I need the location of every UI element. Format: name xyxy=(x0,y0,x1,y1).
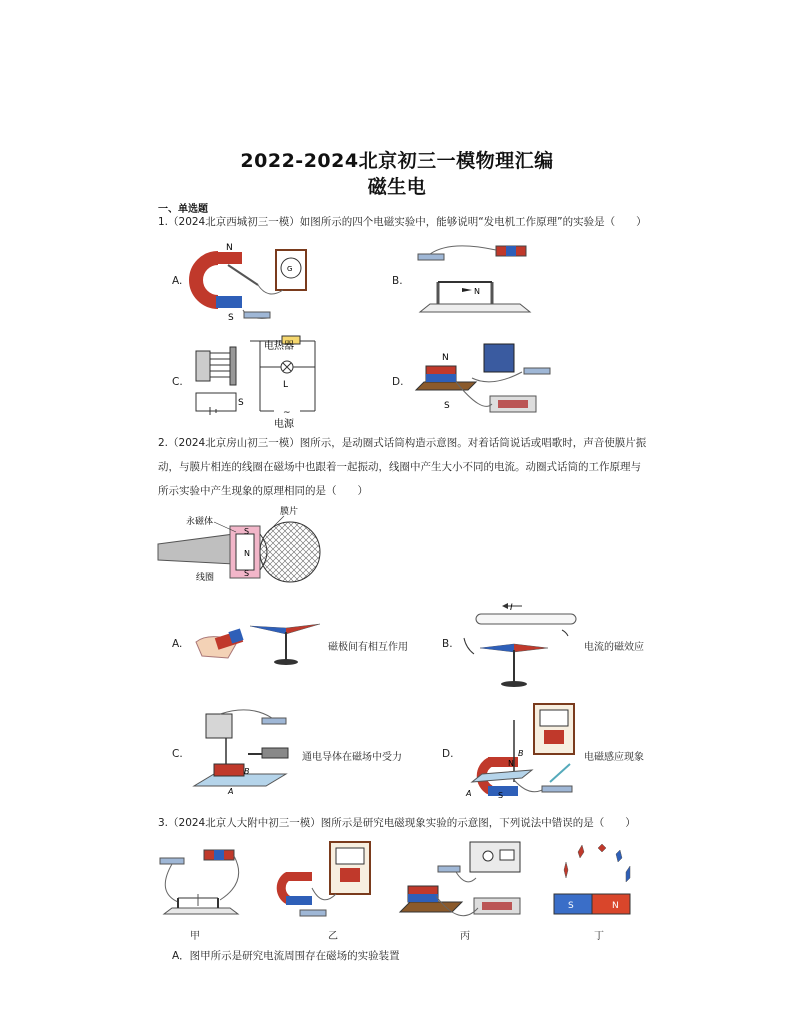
q1d-north-label: N xyxy=(442,353,449,363)
q3-figure-yi xyxy=(266,838,376,924)
mic-s2-label: S xyxy=(244,569,250,578)
section-heading: 一、单选题 xyxy=(158,204,208,215)
q3-magnet-n-label: N xyxy=(612,901,619,911)
q3-label-bing: 丙 xyxy=(460,931,470,942)
q2-option-c-label[interactable]: C. xyxy=(172,748,183,760)
q2c-a-label: A xyxy=(228,787,234,796)
q1c-heater-label: 电热器 xyxy=(264,341,294,352)
q1-option-d-label[interactable]: D. xyxy=(392,376,404,388)
q3-option-a[interactable]: A．图甲所示是研究电流周围存在磁场的实验装置 xyxy=(172,950,400,962)
q1d-south-label: S xyxy=(444,401,450,411)
q1-option-a-label[interactable]: A. xyxy=(172,275,183,287)
q1c-tilde: ~ xyxy=(283,408,291,418)
q1-figure-a xyxy=(188,240,318,325)
q1b-compass-north-label: N xyxy=(474,287,480,296)
question-2-line1: 2.（2024北京房山初三一模）图所示，是动圈式话筒构造示意图。对着话筒说话或唱歌时，声音使膜片振 xyxy=(158,437,647,449)
q1-figure-d xyxy=(412,338,562,420)
q2-option-a-label[interactable]: A. xyxy=(172,638,183,650)
q1a-north-label: N xyxy=(226,243,233,253)
q1-figure-b xyxy=(410,240,540,320)
mic-s-label: S xyxy=(244,527,250,536)
page-title: 2022-2024北京初三一模物理汇编 xyxy=(240,150,554,172)
q2-caption-a: 磁极间有相互作用 xyxy=(328,642,408,653)
q2-figure-c xyxy=(190,708,300,796)
q2-figure-b xyxy=(460,600,580,690)
q1c-lamp-label: L xyxy=(283,380,289,390)
q2b-current-label: I xyxy=(510,603,513,613)
mic-diaphragm-label: 膜片 xyxy=(280,507,299,517)
q1c-power-label: 电源 xyxy=(274,419,294,430)
q3-label-yi: 乙 xyxy=(328,931,338,942)
q2-caption-d: 电磁感应现象 xyxy=(584,752,644,763)
mic-coil-label: 线圈 xyxy=(196,573,215,583)
question-2-line3: 所示实验中产生现象的原理相同的是（ ） xyxy=(158,485,368,497)
q2-option-b-label[interactable]: B. xyxy=(442,638,453,650)
q2-figure-a xyxy=(190,612,330,672)
q1-option-c-label[interactable]: C. xyxy=(172,376,183,388)
q2-caption-b: 电流的磁效应 xyxy=(584,642,644,653)
q2c-b-label: B xyxy=(244,767,250,776)
question-3-text: 3.（2024北京人大附中初三一模）图所示是研究电磁现象实验的示意图，下列说法中错误的是（ ） xyxy=(158,817,636,829)
q3-figure-bing xyxy=(396,838,536,926)
q2-microphone-figure xyxy=(156,504,326,588)
q2d-a-label: A xyxy=(466,789,472,798)
q2d-n-label: N xyxy=(508,759,514,768)
mic-magnet-label: 永磁体 xyxy=(186,517,214,527)
question-2-line2: 动，与膜片相连的线圈在磁场中也跟着一起振动，线圈中产生大小不同的电流。动圈式话筒的工作原理与 xyxy=(158,461,641,473)
q3-magnet-s-label: S xyxy=(568,901,574,911)
page-subtitle: 磁生电 xyxy=(367,176,427,198)
q1a-galvanometer-label: G xyxy=(287,265,293,273)
q1-figure-c xyxy=(190,333,322,430)
question-1-text: 1.（2024北京西城初三一模）如图所示的四个电磁实验中，能够说明“发电机工作原理”的实验是（ ） xyxy=(158,216,647,228)
q1-option-b-label[interactable]: B. xyxy=(392,275,403,287)
q2d-s-label: S xyxy=(498,791,504,800)
q2-option-d-label[interactable]: D. xyxy=(442,748,454,760)
q2-figure-d xyxy=(462,700,582,804)
q1a-south-label: S xyxy=(228,313,234,323)
q3-label-jia: 甲 xyxy=(190,931,200,942)
q1c-switch-label: S xyxy=(238,398,244,408)
q3-figure-ding xyxy=(550,840,636,920)
q2-caption-c: 通电导体在磁场中受力 xyxy=(302,752,402,763)
q3-figure-jia xyxy=(156,842,248,922)
q3-label-ding: 丁 xyxy=(594,931,604,942)
mic-n-label: N xyxy=(244,549,250,558)
q2d-b-label: B xyxy=(518,749,524,758)
